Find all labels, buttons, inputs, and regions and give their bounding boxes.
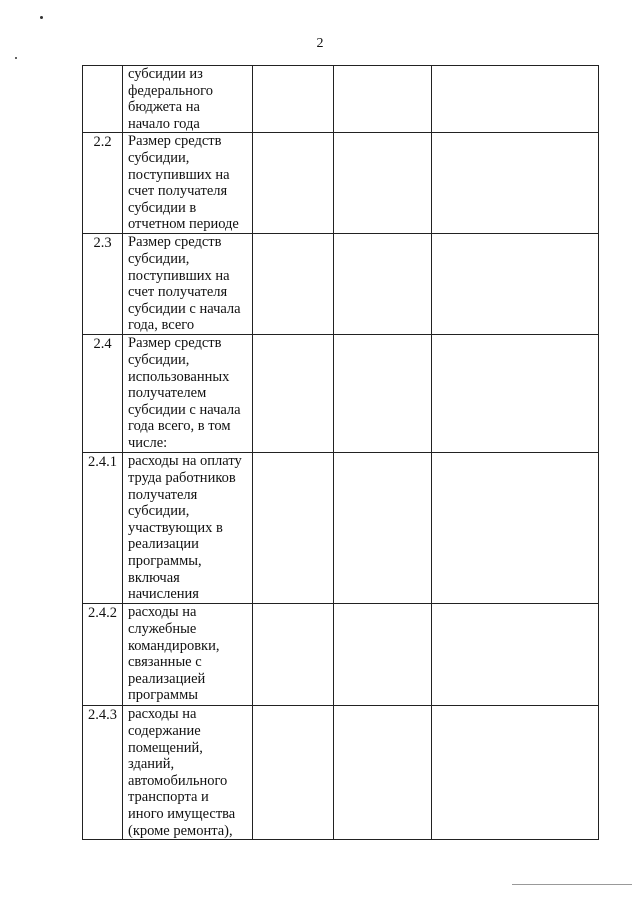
table-row xyxy=(83,453,599,604)
row-number-cell: 2.4.3 xyxy=(83,706,123,840)
row-number-cell: 2.4 xyxy=(83,335,123,453)
row-number-cell: 2.4.2 xyxy=(83,604,123,706)
row-number-cell xyxy=(83,66,123,133)
scan-speck xyxy=(15,57,17,59)
value-cell xyxy=(334,604,432,706)
value-cell xyxy=(334,133,432,234)
value-cell xyxy=(253,66,334,133)
value-cell xyxy=(432,335,599,453)
scan-speck xyxy=(40,16,43,19)
row-name-cell: Размер средств субсидии, использованных получателем субсидии с начала года всего, в том числе: xyxy=(123,335,253,453)
row-name-cell: Размер средств субсидии, поступивших на счет получателя субсидии в отчетном периоде xyxy=(123,133,253,234)
row-number-cell: 2.4.1 xyxy=(83,453,123,604)
row-name-cell: расходы на содержание помещений, зданий, автомобильного транспорта и иного имущества (кроме ремонта), xyxy=(123,706,253,840)
value-cell xyxy=(253,234,334,335)
value-cell xyxy=(253,133,334,234)
row-name-cell: субсидии из федерального бюджета на начало года xyxy=(123,66,253,133)
table-row xyxy=(83,604,599,706)
row-name-cell: расходы на служебные командировки, связанные с реализацией программы xyxy=(123,604,253,706)
page-number: 2 xyxy=(316,36,324,51)
table-row xyxy=(83,133,599,234)
value-cell xyxy=(432,133,599,234)
scan-edge-line xyxy=(512,884,632,885)
value-cell xyxy=(334,335,432,453)
value-cell xyxy=(432,604,599,706)
table-row xyxy=(83,66,599,133)
value-cell xyxy=(432,453,599,604)
value-cell xyxy=(253,453,334,604)
row-name-cell: расходы на оплату труда работников получателя субсидии, участвующих в реализации программы, включая начисления xyxy=(123,453,253,604)
value-cell xyxy=(432,706,599,840)
value-cell xyxy=(432,66,599,133)
value-cell xyxy=(334,66,432,133)
row-number-cell: 2.3 xyxy=(83,234,123,335)
value-cell xyxy=(432,234,599,335)
value-cell xyxy=(253,706,334,840)
value-cell xyxy=(253,335,334,453)
table-row xyxy=(83,335,599,453)
value-cell xyxy=(334,234,432,335)
report-table xyxy=(82,65,599,840)
row-name-cell: Размер средств субсидии, поступивших на счет получателя субсидии с начала года, всего xyxy=(123,234,253,335)
table-row xyxy=(83,234,599,335)
value-cell xyxy=(253,604,334,706)
value-cell xyxy=(334,706,432,840)
value-cell xyxy=(334,453,432,604)
row-number-cell: 2.2 xyxy=(83,133,123,234)
table-row xyxy=(83,706,599,840)
